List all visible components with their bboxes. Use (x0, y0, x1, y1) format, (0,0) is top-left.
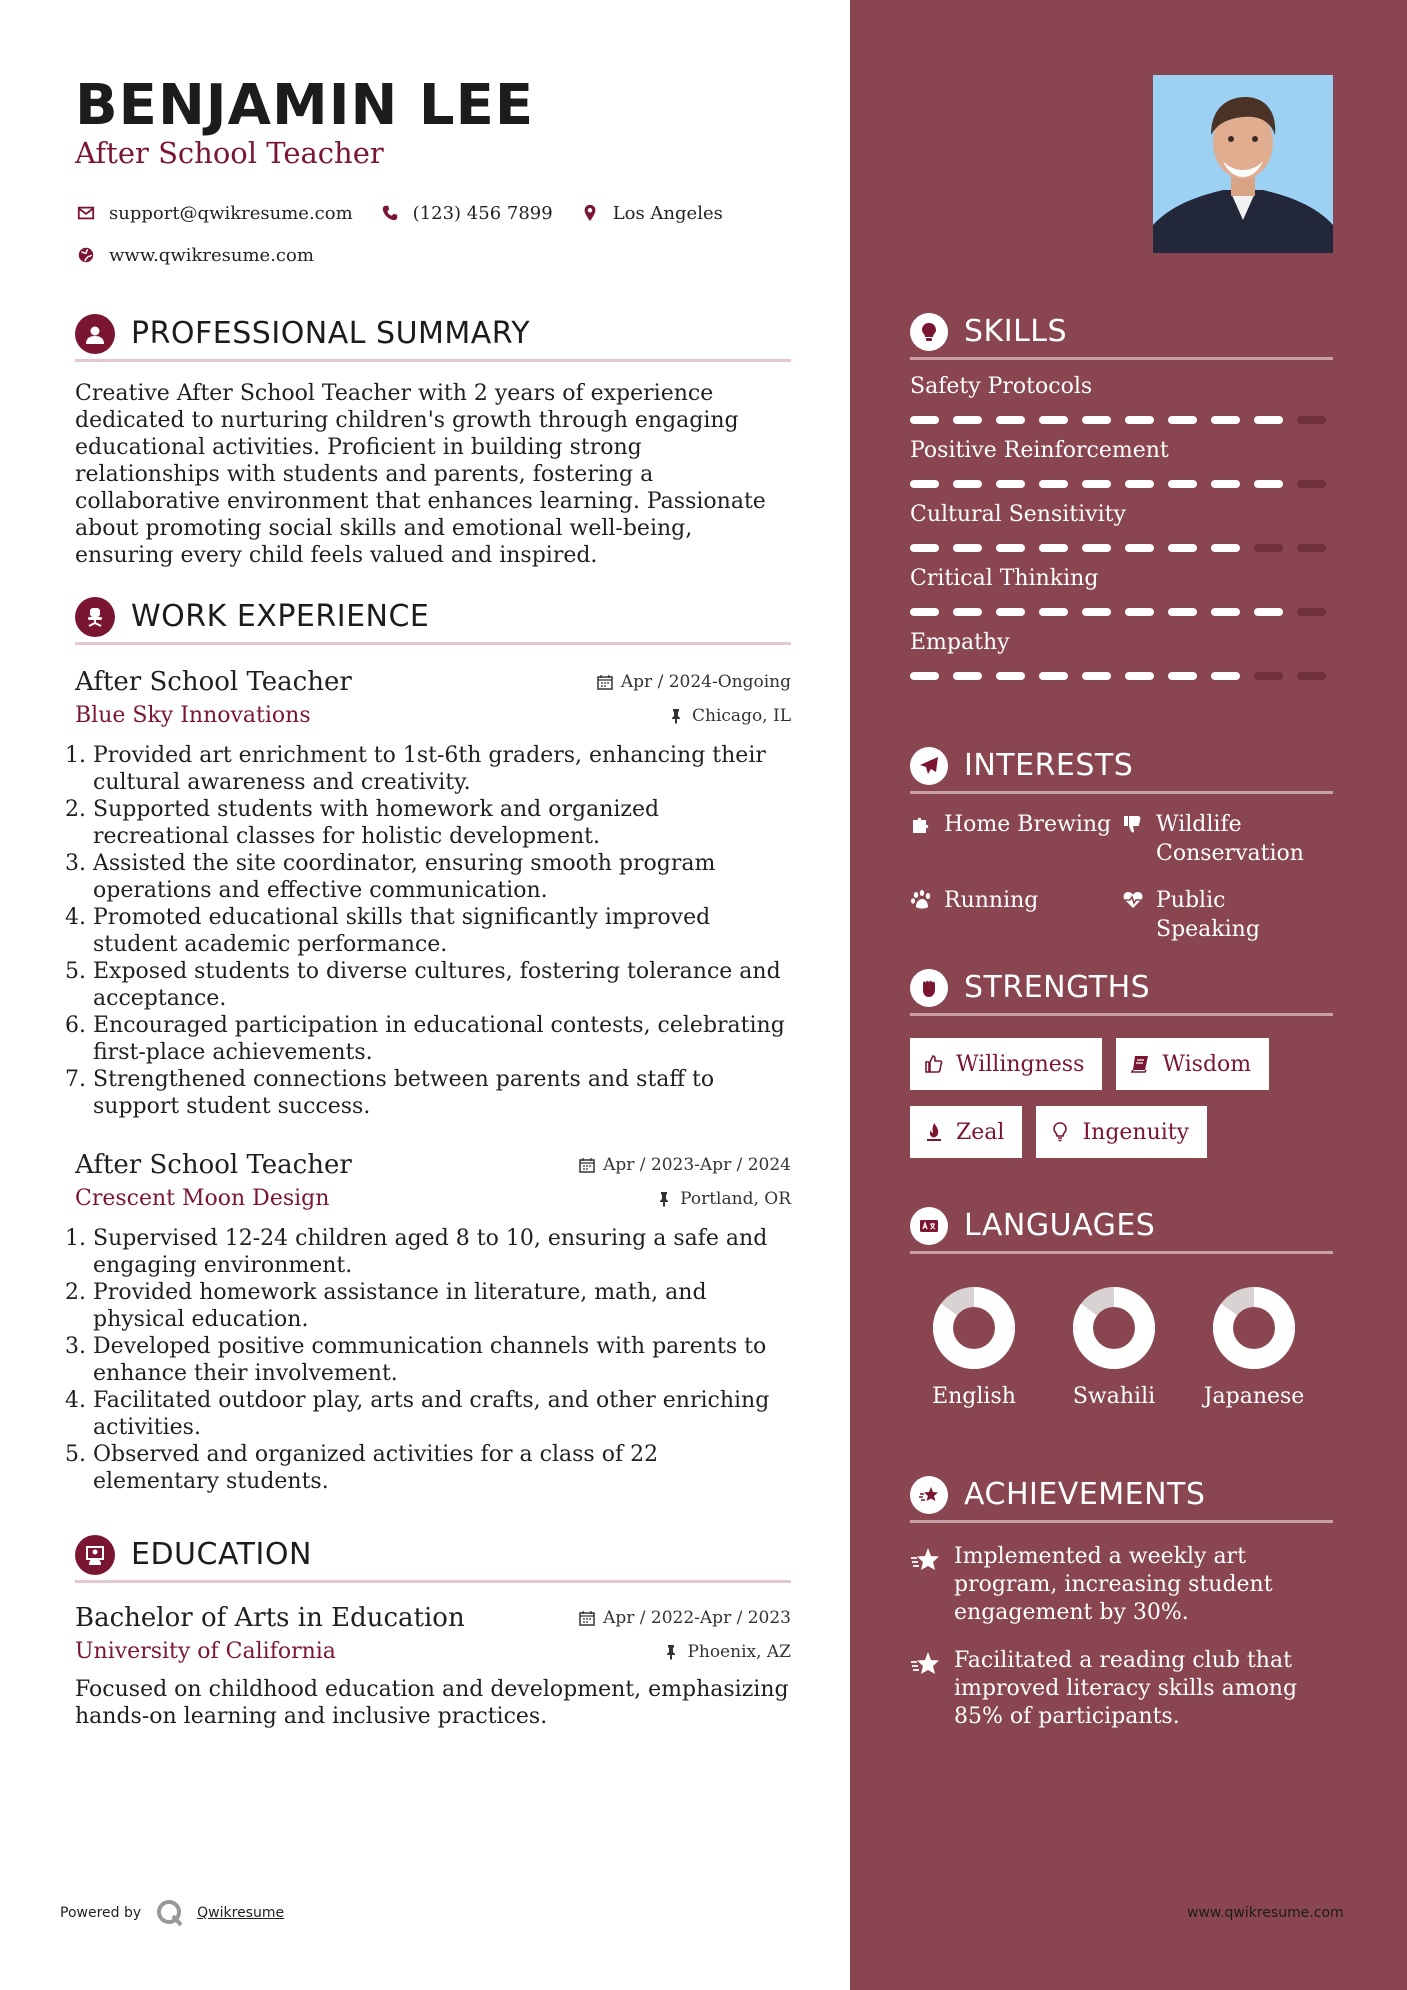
rating-dot (1082, 544, 1111, 552)
skills-heading: SKILLS (964, 314, 1068, 349)
map-marker-icon (579, 202, 601, 224)
email-text: support@qwikresume.com (109, 202, 353, 224)
rating-dot (953, 672, 982, 680)
language-name: English (932, 1384, 1016, 1409)
calendar-icon (597, 674, 613, 690)
lightbulb-icon (1050, 1122, 1070, 1142)
rating-dot (953, 480, 982, 488)
language-item (1068, 1286, 1160, 1409)
skill-rating (910, 416, 1333, 424)
rating-dot (1125, 672, 1154, 680)
footer-website[interactable]: www.qwikresume.com (1187, 1905, 1344, 1921)
graduate-icon (75, 1535, 115, 1575)
education-location: Phoenix, AZ (663, 1642, 791, 1662)
rating-dot (1254, 416, 1283, 424)
interest-item: Wildlife Conservation (1122, 810, 1333, 868)
skill-rating (910, 480, 1333, 488)
candidate-title: After School Teacher (75, 136, 384, 170)
interest-item: Running (910, 886, 1122, 944)
education-description: Focused on childhood education and development, emphasizing hands-on learning and inclusive practices. (75, 1677, 789, 1729)
rating-dot (1297, 480, 1326, 488)
rating-dot (953, 544, 982, 552)
job-date: Apr / 2024-Ongoing (597, 672, 791, 692)
rating-dot (1254, 672, 1283, 680)
list-item: 3. Assisted the site coordinator, ensuring smooth program operations and effective communication. (93, 850, 791, 904)
rating-dot (1039, 672, 1068, 680)
language-item (1203, 1286, 1305, 1409)
rating-dot (1168, 480, 1197, 488)
list-item: 5. Exposed students to diverse cultures, fostering tolerance and acceptance. (93, 958, 791, 1012)
list-item: 3. Developed positive communication channels with parents to enhance their involvement. (93, 1333, 791, 1387)
rating-dot (1168, 544, 1197, 552)
summary-text: Creative After School Teacher with 2 years of experience dedicated to nurturing children's growth through engaging educational activities. Proficient in building strong relationships with students and parents, fostering a collaborative environment that enhances learning. Passionate about promoting social skills and emotional well-being, ensuring every child feels valued and inspired. (75, 381, 766, 568)
list-item: 6. Encouraged participation in educational contests, celebrating first-place achievements. (93, 1012, 791, 1066)
skill-item (910, 374, 1333, 424)
office-chair-icon (75, 597, 115, 637)
skill-name: Cultural Sensitivity (910, 502, 1126, 527)
job-date: Apr / 2023-Apr / 2024 (579, 1155, 791, 1175)
rating-dot (1168, 608, 1197, 616)
skills-section (910, 312, 1333, 680)
job-entry (75, 667, 791, 1120)
job-location: Chicago, IL (668, 706, 791, 726)
experience-section (75, 597, 791, 1495)
achievements-section (910, 1475, 1333, 1731)
interests-section (910, 746, 1333, 944)
fist-icon (910, 969, 948, 1007)
education-heading: EDUCATION (131, 1537, 312, 1572)
rating-dot (953, 416, 982, 424)
rating-dot (1211, 480, 1240, 488)
contact-website[interactable] (75, 244, 314, 266)
rating-dot (1082, 416, 1111, 424)
rating-dot (1297, 544, 1326, 552)
job-bullets (75, 742, 791, 1120)
rating-dot (910, 416, 939, 424)
language-donut (1072, 1286, 1156, 1370)
contact-email[interactable] (75, 202, 353, 224)
experience-heading: WORK EXPERIENCE (131, 599, 430, 634)
rating-dot (1125, 544, 1154, 552)
language-name: Swahili (1072, 1384, 1156, 1409)
star-medal-icon (910, 1476, 948, 1514)
list-item: 2. Supported students with homework and organized recreational classes for holistic development. (93, 796, 791, 850)
contact-location (579, 202, 723, 224)
paw-icon (910, 889, 932, 911)
list-item: 7. Strengthened connections between parents and staff to support student success. (93, 1066, 791, 1120)
contact-info (75, 192, 850, 276)
rating-dot (1211, 608, 1240, 616)
language-donut (932, 1286, 1016, 1370)
skill-name: Safety Protocols (910, 374, 1093, 399)
globe-icon (75, 244, 97, 266)
skill-name: Critical Thinking (910, 566, 1099, 591)
rating-dot (1082, 608, 1111, 616)
book-icon (1130, 1054, 1150, 1074)
star-icon (910, 1545, 940, 1575)
rating-dot (1125, 480, 1154, 488)
job-bullets (75, 1225, 791, 1495)
sidebar (850, 0, 1407, 1990)
rating-dot (1082, 672, 1111, 680)
rating-dot (1211, 544, 1240, 552)
skill-item (910, 630, 1333, 680)
list-item: 1. Provided art enrichment to 1st-6th graders, enhancing their cultural awareness and creativity. (93, 742, 791, 796)
rating-dot (1039, 608, 1068, 616)
rating-dot (1125, 416, 1154, 424)
lightbulb-icon (910, 313, 948, 351)
profile-photo (1153, 75, 1333, 253)
list-item: 4. Promoted educational skills that significantly improved student academic performance. (93, 904, 791, 958)
interest-item: Public Speaking (1122, 886, 1333, 944)
interest-item: Home Brewing (910, 810, 1122, 868)
powered-by-footer (60, 1898, 284, 1928)
education-section (75, 1535, 791, 1730)
rating-dot (996, 416, 1025, 424)
achievement-item: Facilitated a reading club that improved literacy skills among 85% of participants. (910, 1647, 1333, 1731)
interests-heading: INTERESTS (964, 748, 1134, 783)
degree-name: Bachelor of Arts in Education (75, 1603, 465, 1633)
achievements-heading: ACHIEVEMENTS (964, 1477, 1206, 1512)
strengths-section (910, 968, 1333, 1158)
rating-dot (1039, 480, 1068, 488)
calendar-icon (579, 1610, 595, 1626)
list-item: 2. Provided homework assistance in literature, math, and physical education. (93, 1279, 791, 1333)
skill-name: Positive Reinforcement (910, 438, 1169, 463)
strengths-heading: STRENGTHS (964, 970, 1151, 1005)
rating-dot (1211, 672, 1240, 680)
rating-dot (1039, 544, 1068, 552)
education-date: Apr / 2022-Apr / 2023 (579, 1608, 791, 1628)
user-icon (75, 314, 115, 354)
rating-dot (996, 544, 1025, 552)
website-text: www.qwikresume.com (109, 244, 314, 266)
strength-chip: Willingness (910, 1038, 1102, 1090)
language-name: Japanese (1203, 1384, 1305, 1409)
skill-rating (910, 672, 1333, 680)
rating-dot (1297, 608, 1326, 616)
phone-text: (123) 456 7899 (412, 202, 553, 224)
pushpin-icon (663, 1644, 679, 1660)
languages-section (910, 1206, 1333, 1409)
thumbs-down-icon (1122, 813, 1144, 835)
language-item (928, 1286, 1020, 1409)
list-item: 5. Observed and organized activities for a class of 22 elementary students. (93, 1441, 791, 1495)
job-location: Portland, OR (656, 1189, 791, 1209)
job-title: After School Teacher (75, 667, 352, 697)
language-icon (910, 1207, 948, 1245)
strength-chip: Zeal (910, 1106, 1022, 1158)
strength-chip: Ingenuity (1036, 1106, 1207, 1158)
rating-dot (953, 608, 982, 616)
skill-item (910, 566, 1333, 616)
rating-dot (1297, 672, 1326, 680)
achievement-item: Implemented a weekly art program, increasing student engagement by 30%. (910, 1543, 1333, 1627)
rating-dot (996, 608, 1025, 616)
skill-rating (910, 608, 1333, 616)
summary-heading: PROFESSIONAL SUMMARY (131, 316, 531, 351)
job-entry (75, 1150, 791, 1495)
candidate-name: BENJAMIN LEE (75, 73, 535, 138)
job-title: After School Teacher (75, 1150, 352, 1180)
pushpin-icon (656, 1191, 672, 1207)
language-donut (1212, 1286, 1296, 1370)
rating-dot (1168, 416, 1197, 424)
rating-dot (910, 544, 939, 552)
rating-dot (1125, 608, 1154, 616)
skill-item (910, 438, 1333, 488)
list-item: 1. Supervised 12-24 children aged 8 to 10, ensuring a safe and engaging environment. (93, 1225, 791, 1279)
rating-dot (996, 672, 1025, 680)
skill-rating (910, 544, 1333, 552)
company-name: Blue Sky Innovations (75, 703, 311, 728)
rating-dot (1254, 544, 1283, 552)
location-text: Los Angeles (612, 202, 723, 224)
strength-chip: Wisdom (1116, 1038, 1269, 1090)
rating-dot (1254, 608, 1283, 616)
skill-name: Empathy (910, 630, 1010, 655)
rating-dot (910, 480, 939, 488)
fire-icon (924, 1122, 944, 1142)
puzzle-icon (910, 813, 932, 835)
list-item: 4. Facilitated outdoor play, arts and crafts, and other enriching activities. (93, 1387, 791, 1441)
rating-dot (1168, 672, 1197, 680)
contact-phone[interactable] (379, 202, 553, 224)
rating-dot (1039, 416, 1068, 424)
star-icon (910, 1649, 940, 1679)
brand-link[interactable]: Qwikresume (197, 1905, 285, 1921)
heartbeat-icon (1122, 889, 1144, 911)
qwikresume-logo-icon (155, 1898, 185, 1928)
summary-section (75, 314, 791, 569)
rating-dot (1254, 480, 1283, 488)
rating-dot (910, 608, 939, 616)
company-name: Crescent Moon Design (75, 1186, 330, 1211)
rating-dot (1297, 416, 1326, 424)
phone-icon (379, 202, 401, 224)
rating-dot (910, 672, 939, 680)
thumbs-up-icon (924, 1054, 944, 1074)
rating-dot (996, 480, 1025, 488)
powered-by-text: Powered by (60, 1905, 142, 1921)
paper-plane-icon (910, 747, 948, 785)
pushpin-icon (668, 708, 684, 724)
school-name: University of California (75, 1639, 336, 1664)
skill-item (910, 502, 1333, 552)
languages-heading: LANGUAGES (964, 1208, 1156, 1243)
rating-dot (1082, 480, 1111, 488)
education-entry (75, 1603, 791, 1730)
rating-dot (1211, 416, 1240, 424)
envelope-icon (75, 202, 97, 224)
calendar-icon (579, 1157, 595, 1173)
